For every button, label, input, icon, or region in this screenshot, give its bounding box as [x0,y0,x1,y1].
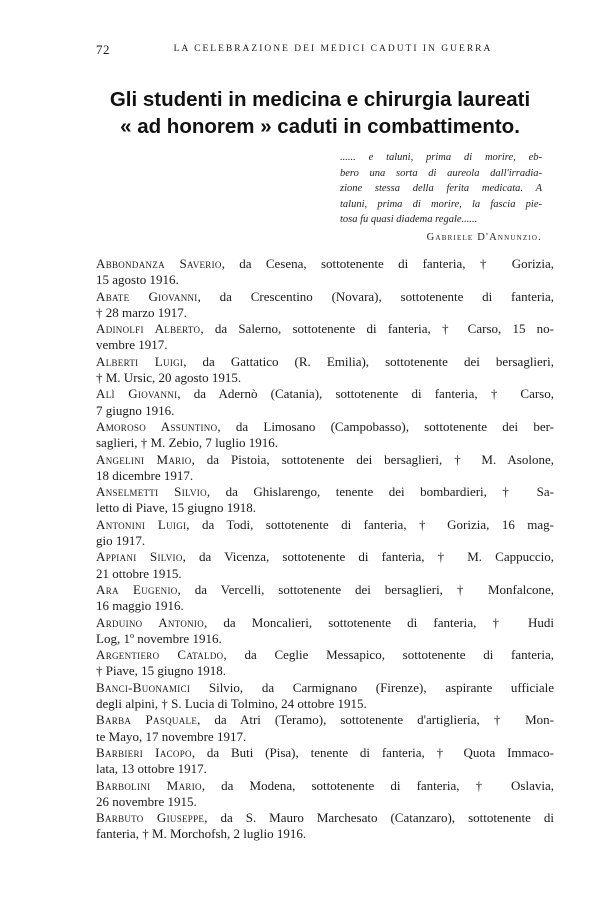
entry-line: Appiani Silvio, da Vicenza, sottotenente di fanteria, † M. Cappuccio, [96,549,554,565]
entry-line: 18 dicembre 1917. [96,467,194,483]
entry-name: Appiani Silvio [96,549,183,565]
entry-name: Alberti Luigi [96,353,184,369]
entry-line: 15 agosto 1916. [96,272,179,288]
list-item [96,582,554,615]
entry-line: Barbieri Iacopo, da Buti (Pisa), tenente di fanteria, † Quota Immaco- [96,744,554,760]
entry-line: Amoroso Assuntino, da Limosano (Campobasso), sottotenente dei ber- [96,418,555,434]
running-head: LA CELEBRAZIONE DEI MEDICI CADUTI IN GUERRA [173,44,493,54]
entry-line: Anselmetti Silvio, da Ghislarengo, tenente dei bombardieri, † Sa- [96,484,555,500]
entry-line: letto di Piave, 15 giugno 1918. [96,500,256,516]
epigraph-line: taluni, prima di morire, la fascia pie- [340,198,542,210]
entry-line: Barbuto Giuseppe, da S. Mauro Marchesato (Catanzaro), sottotenente di [96,810,554,826]
list-item [96,647,554,680]
entry-line: Arduino Antonio, da Moncalieri, sottotenente di fanteria, † Hudi [96,614,554,630]
entry-line: Adinolfi Alberto, da Salerno, sottotenente di fanteria, † Carso, 15 no- [96,321,555,337]
entry-name: Antonini Luigi [96,516,187,532]
epigraph-line: tosa fu quasi diadema regale...... [340,214,478,225]
entry-line: Abbondanza Saverio, da Cesena, sottotenente di fanteria, † Gorizia, [96,256,554,271]
entry-name: Arduino Antonio [96,614,205,630]
entry-name: Barbieri Iacopo [96,744,192,760]
entry-name: Angelini Mario [96,451,192,467]
list-item [96,256,554,289]
entry-line: Alberti Luigi, da Gattatico (R. Emilia), sottotenente dei bersaglieri, [96,353,554,369]
epigraph-quote [340,150,542,228]
entry-line: Abate Giovanni, da Crescentino (Novara), sottotenente di fanteria, [96,288,554,304]
section-title-line-2: « ad honorem » caduti in combattimento. [120,115,520,138]
entry-line: 21 ottobre 1915. [96,565,182,581]
entry-line: Barbolini Mario, da Modena, sottotenente di fanteria, † Oslavia, [96,777,555,793]
list-item [96,354,554,387]
entry-line: 26 novembre 1915. [96,793,197,809]
list-item [96,386,554,419]
entry-line: Ara Eugenio, da Vercelli, sottotenente dei bersaglieri, † Monfalcone, [96,581,554,597]
list-item [96,778,554,811]
entry-name: Ara Eugenio [96,581,178,597]
entry-line: te Mayo, 17 novembre 1917. [96,728,247,744]
list-item [96,680,554,713]
list-item [96,615,554,648]
entry-line: Log, 1º novembre 1916. [96,630,222,646]
entry-line: † M. Ursic, 20 agosto 1915. [96,370,242,386]
list-item [96,517,554,550]
list-item [96,484,554,517]
entry-name: Barbolini Mario [96,777,202,793]
entry-line: fanteria, † M. Morchofsh, 2 luglio 1916. [96,826,307,842]
entry-line: lata, 13 ottobre 1917. [96,761,207,777]
list-item [96,549,554,582]
entry-line: 7 giugno 1916. [96,402,175,418]
entry-line: degli alpini, † S. Lucia di Tolmino, 24 ottobre 1915. [96,696,367,712]
list-item [96,452,554,485]
entry-line: Argentiero Cataldo, da Ceglie Messapico, sottotenente di fanteria, [96,647,554,663]
entry-name: Barba Pasquale [96,712,198,728]
page-number: 72 [96,42,110,57]
entry-line: Barba Pasquale, da Atri (Teramo), sottotenente d'artiglieria, † Mon- [96,712,554,728]
entry-line: Banci-Buonamici Silvio, da Carmignano (Firenze), aspirante ufficiale [96,679,554,695]
list-item [96,289,554,322]
list-item [96,321,554,354]
entry-name: Argentiero Cataldo [96,647,224,663]
entry-name: Adinolfi Alberto [96,321,201,337]
list-item [96,712,554,745]
entry-line: Antonini Luigi, da Todi, sottotenente di fanteria, † Gorizia, 16 mag- [96,516,554,532]
epigraph-author: Gabriele D'Annunzio. [426,232,542,243]
entry-line: Angelini Mario, da Pistoia, sottotenente dei bersaglieri, † M. Asolone, [96,451,554,467]
entry-line: † 28 marzo 1917. [96,304,187,320]
entry-line: vembre 1917. [96,337,168,353]
section-title-line-1: Gli studenti in medicina e chirurgia laureati [109,88,531,111]
entry-name: Anselmetti Silvio [96,484,207,500]
entry-name: Abbondanza Saverio [96,256,222,271]
epigraph-line: zione stessa della ferita medicata. A [340,183,542,194]
entry-line: Alì Giovanni, da Adernò (Catania), sottotenente di fanteria, † Carso, [96,386,554,402]
entry-name: Banci-Buonamici [96,679,191,695]
entry-line: † Piave, 15 giugno 1918. [96,663,226,679]
epigraph-line: ...... e taluni, prima di morire, eb- [340,152,542,163]
list-item [96,810,554,843]
list-item [96,419,554,452]
section-title [85,86,555,140]
entry-line: 16 maggio 1916. [96,598,184,614]
list-item [96,745,554,778]
entry-name: Barbuto Giuseppe [96,810,205,826]
entry-line: gio 1917. [96,533,146,549]
entry-name: Amoroso Assuntino [96,418,218,434]
entry-name: Alì Giovanni [96,386,178,402]
entry-line: saglieri, † M. Zebio, 7 luglio 1916. [96,435,278,451]
epigraph-line: bero una sorta di aureola dall'irradia- [340,167,542,179]
entry-name: Abate Giovanni [96,288,198,304]
casualty-list [96,256,554,843]
